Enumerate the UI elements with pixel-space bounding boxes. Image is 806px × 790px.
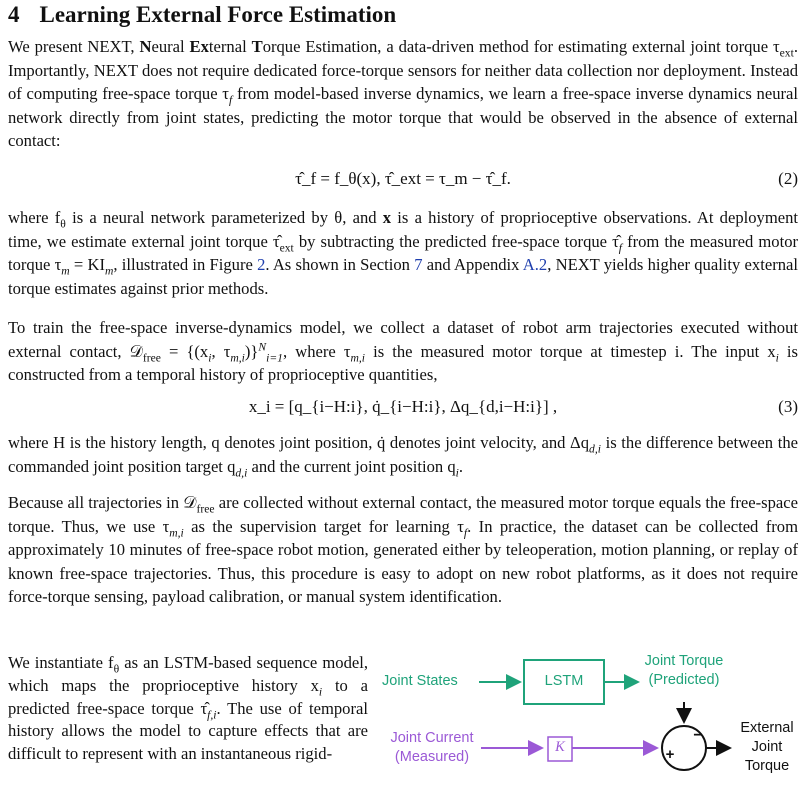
joint-torque-line2: (Predicted): [648, 672, 720, 688]
section-link[interactable]: 7: [414, 255, 423, 275]
paragraph-lstm: We instantiate $f_\theta$ as an LSTM-based sequence model, which maps the proprioceptive history $x_i$ to a predicted free-space torque $\taû_{f,i}$. The use of temporal history allows the model to capture effects that are difficult to represent with an instantaneous rigid-: [8, 653, 368, 764]
external-torque-label: [730, 719, 804, 776]
equation-2-number: (2): [778, 169, 798, 188]
paragraph-supervision: Because all trajectories in 𝒟$_{free}$ are collected without external contact, the measured motor torque equals the free-space torque. Thus, we use $\tau_{m,i}$ as the supervision target for learning $\tau_f$. In practice, the dataset can be collected from approximately 10 minutes of free-space robot motion, generated either by teleoperation, motion planning, or replay of known free-space trajectories. Thus, this procedure is easy to adopt on new robot platforms, as it does not require force-torque sensing, payload calibration, or manual system identification.: [8, 493, 798, 607]
paragraph-intro: We present NEXT, Neural External Torque Estimation, a data-driven method for estimating external joint torque $\tau_{ext}$. Importantly, NEXT does not require dedicated force-torque sensors for neither data collection nor deployment. Instead of computing free-space torque $\tau_f$ from model-based inverse dynamics, we learn a free-space inverse dynamics neural network directly from joint states, predicting the motor torque that would be observed in the absence of external contact:: [8, 37, 798, 151]
joint-current-line2: (Measured): [394, 749, 470, 765]
joint-current-label: [380, 729, 484, 767]
lstm-label: LSTM: [544, 673, 584, 689]
joint-torque-label: [634, 652, 734, 690]
joint-states-label: Joint States: [382, 673, 458, 689]
external-line2: Joint: [751, 739, 783, 755]
minus-sign: −: [693, 727, 703, 744]
equation-3-body: x_i = [q_{i−H:i}, q̇_{i−H:i}, Δq_{d,i−H:i}] ,: [248, 397, 558, 416]
external-line1: External: [740, 720, 794, 736]
section-heading: [8, 2, 396, 28]
plus-sign: +: [665, 746, 675, 763]
joint-current-line1: Joint Current: [390, 730, 474, 746]
paragraph-dataset: To train the free-space inverse-dynamics model, we collect a dataset of robot arm trajectories executed without external contact, 𝒟$_{free}$ = {($x_i$, $\tau_{m,i})\}^N_{i=1}$, where $\tau_{m,i}$ is the measured motor torque at timestep i. The input $x_i$ is constructed from a temporal history of proprioceptive quantities,: [8, 318, 798, 385]
equation-2-body: τ̂_f = f_θ(x), τ̂_ext = τ_m − τ̂_f.: [295, 169, 511, 188]
section-title: Learning External Force Estimation: [39, 2, 397, 27]
next-block-diagram: [378, 650, 806, 790]
equation-2: [8, 169, 798, 195]
equation-3: [8, 397, 798, 423]
external-line3: Torque: [744, 758, 790, 774]
paragraph-deployment: where $f_\theta$ is a neural network parameterized by θ, and x is a history of proprioceptive observations. At deployment time, we estimate external joint torque $\taû_{ext}$ by subtracting the predicted free-space torque $\taû_f$ from the measured motor torque $\tau_m = KI_m$, illustrated in Figure 2. As shown in Section 7 and Appendix A.2, NEXT yields higher quality external torque estimates against prior methods.: [8, 208, 799, 298]
section-number: 4: [8, 2, 20, 27]
gain-label: K: [555, 739, 565, 755]
appendix-link[interactable]: A.2: [522, 255, 548, 275]
joint-torque-line1: Joint Torque: [644, 653, 724, 669]
paragraph-variables: where H is the history length, q denotes joint position, q̇ denotes joint velocity, and $\Delta q_{d,i}$ is the difference between the commanded joint position target $q_{d,i}$ and the current joint position $q_i$.: [8, 433, 798, 479]
figure-link[interactable]: 2: [257, 255, 266, 275]
equation-3-number: (3): [778, 397, 798, 416]
